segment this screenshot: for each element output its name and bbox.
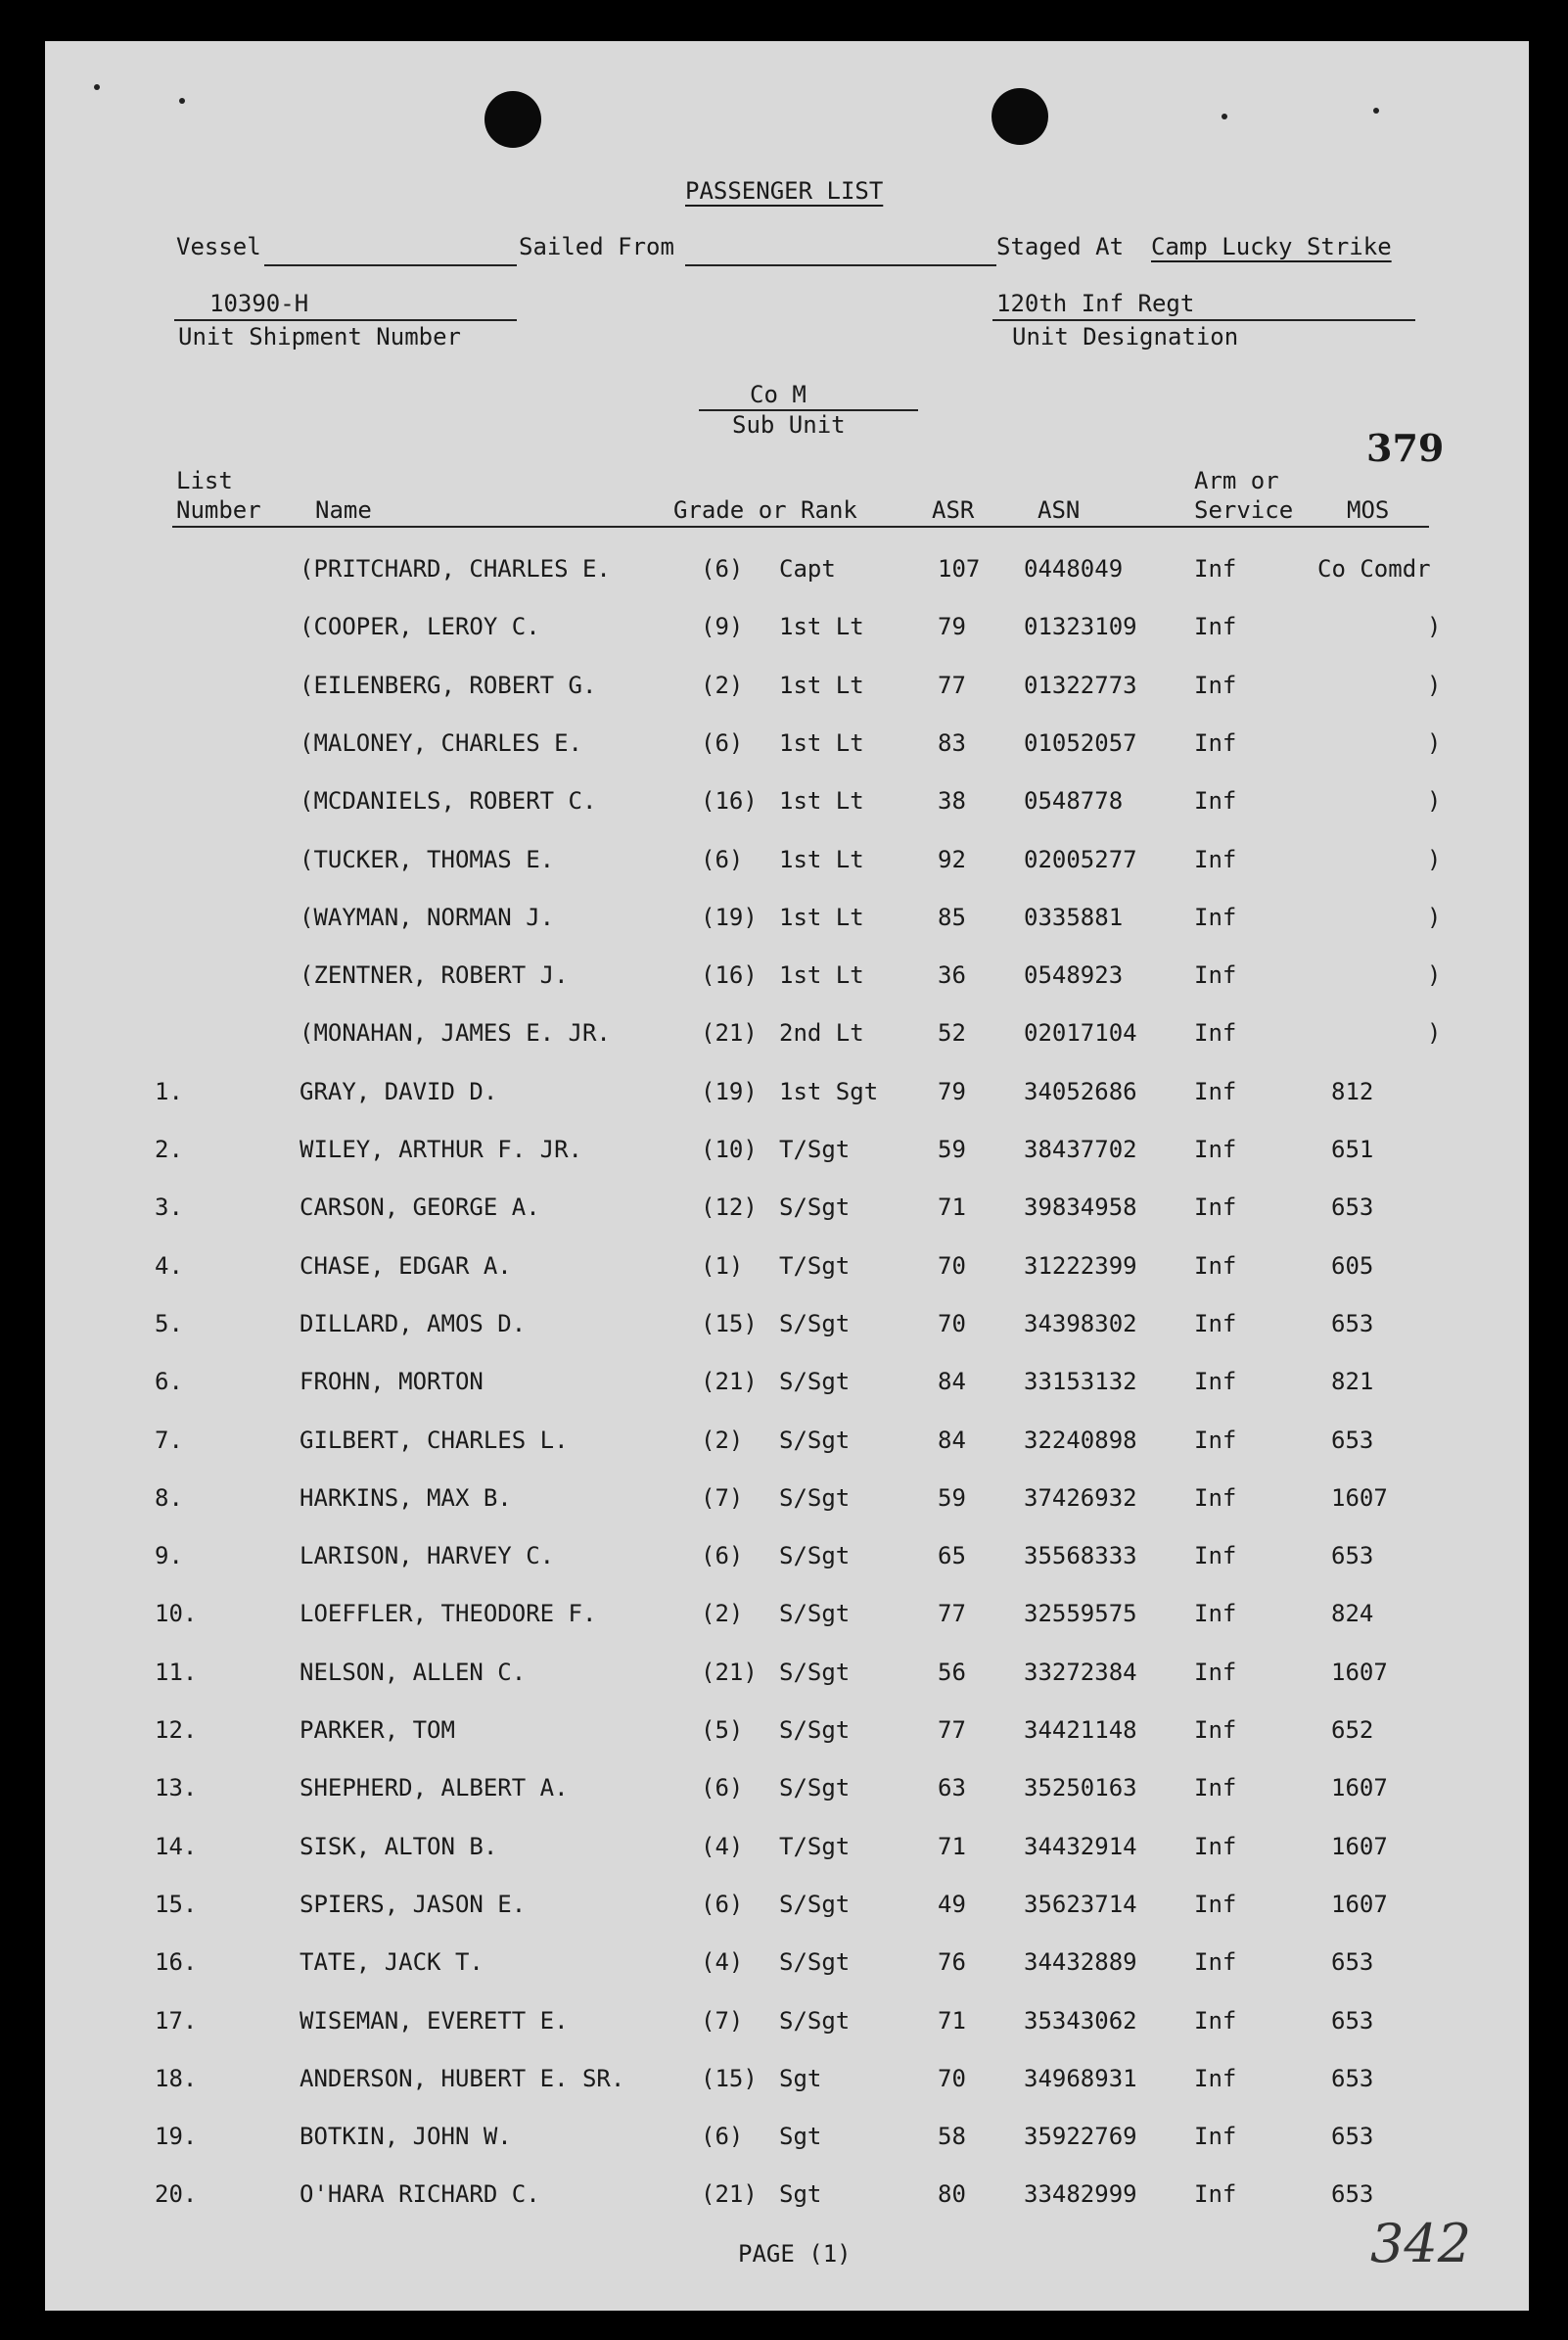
- cell-passenger-name: SISK, ALTON B.: [300, 1833, 498, 1860]
- cell-arm-service: Inf: [1194, 672, 1237, 699]
- cell-passenger-name: BOTKIN, JOHN W.: [300, 2123, 512, 2150]
- table-row: [0, 1598, 1568, 1629]
- table-row: [0, 1657, 1568, 1688]
- cell-rank: S/Sgt: [779, 1948, 851, 1976]
- vessel-label: Vessel: [176, 233, 261, 260]
- table-row: [0, 1889, 1568, 1920]
- cell-passenger-name: (MONAHAN, JAMES E. JR.: [300, 1019, 611, 1047]
- cell-grade: (21): [701, 1659, 758, 1686]
- cell-list-number: 3.: [155, 1193, 183, 1221]
- cell-arm-service: Inf: [1194, 1193, 1237, 1221]
- table-row: [0, 785, 1568, 817]
- cell-rank: S/Sgt: [779, 1542, 851, 1569]
- cell-asn: 33272384: [1024, 1659, 1137, 1686]
- table-row: [0, 2005, 1568, 2036]
- table-row: [0, 1076, 1568, 1107]
- table-row: [0, 1017, 1568, 1049]
- unit-designation-value: 120th Inf Regt: [996, 290, 1195, 317]
- cell-passenger-name: (COOPER, LEROY C.: [300, 613, 540, 640]
- cell-arm-service: Inf: [1194, 1774, 1237, 1802]
- cell-grade: (2): [701, 1600, 744, 1627]
- table-row: [0, 959, 1568, 991]
- col-list-line1: List: [176, 467, 233, 494]
- cell-mos: 1607: [1331, 1891, 1388, 1918]
- cell-rank: S/Sgt: [779, 2007, 851, 2035]
- cell-mos: 812: [1331, 1078, 1374, 1105]
- cell-grade: (10): [701, 1136, 758, 1163]
- handwritten-number: 342: [1370, 2213, 1472, 2274]
- cell-mos: ): [1427, 846, 1442, 873]
- cell-asr: 83: [938, 729, 966, 757]
- cell-grade: (16): [701, 961, 758, 989]
- cell-arm-service: Inf: [1194, 787, 1237, 815]
- cell-passenger-name: NELSON, ALLEN C.: [300, 1659, 527, 1686]
- cell-list-number: 4.: [155, 1252, 183, 1280]
- table-row: [0, 1134, 1568, 1165]
- cell-arm-service: Inf: [1194, 1368, 1237, 1395]
- cell-rank: 1st Sgt: [779, 1078, 879, 1105]
- staged-at-value: Camp Lucky Strike: [1151, 233, 1392, 260]
- cell-passenger-name: (PRITCHARD, CHARLES E.: [300, 555, 611, 583]
- cell-arm-service: Inf: [1194, 1659, 1237, 1686]
- cell-grade: (6): [701, 846, 744, 873]
- unit-designation-line: [992, 319, 1415, 321]
- cell-rank: T/Sgt: [779, 1252, 851, 1280]
- cell-grade: (16): [701, 787, 758, 815]
- col-mos: MOS: [1347, 496, 1390, 524]
- cell-asr: 92: [938, 846, 966, 873]
- table-row: [0, 727, 1568, 759]
- cell-mos: ): [1427, 961, 1442, 989]
- cell-mos: 653: [1331, 1193, 1374, 1221]
- cell-asr: 71: [938, 1833, 966, 1860]
- cell-asr: 84: [938, 1368, 966, 1395]
- cell-arm-service: Inf: [1194, 1833, 1237, 1860]
- cell-mos: ): [1427, 672, 1442, 699]
- cell-arm-service: Inf: [1194, 961, 1237, 989]
- cell-grade: (4): [701, 1833, 744, 1860]
- stamp-number: 379: [1366, 426, 1445, 470]
- table-row: [0, 670, 1568, 701]
- cell-rank: Sgt: [779, 2180, 822, 2208]
- speck: [1373, 108, 1379, 114]
- cell-grade: (5): [701, 1716, 744, 1744]
- cell-mos: 653: [1331, 2180, 1374, 2208]
- table-row: [0, 2178, 1568, 2210]
- cell-asr: 71: [938, 2007, 966, 2035]
- cell-grade: (19): [701, 904, 758, 931]
- cell-list-number: 19.: [155, 2123, 198, 2150]
- cell-asr: 59: [938, 1136, 966, 1163]
- cell-mos: ): [1427, 613, 1442, 640]
- cell-grade: (6): [701, 555, 744, 583]
- punch-hole-right: [992, 88, 1048, 145]
- cell-rank: S/Sgt: [779, 1193, 851, 1221]
- cell-asn: 32559575: [1024, 1600, 1137, 1627]
- cell-passenger-name: WILEY, ARTHUR F. JR.: [300, 1136, 582, 1163]
- unit-shipment-value: 10390-H: [209, 290, 309, 317]
- cell-mos: 1607: [1331, 1484, 1388, 1512]
- cell-asn: 37426932: [1024, 1484, 1137, 1512]
- page-number: PAGE (1): [738, 2240, 852, 2268]
- cell-asn: 34421148: [1024, 1716, 1137, 1744]
- cell-arm-service: Inf: [1194, 555, 1237, 583]
- cell-asr: 70: [938, 1252, 966, 1280]
- cell-passenger-name: (MCDANIELS, ROBERT C.: [300, 787, 597, 815]
- cell-rank: S/Sgt: [779, 1310, 851, 1337]
- cell-rank: 1st Lt: [779, 904, 864, 931]
- cell-passenger-name: (WAYMAN, NORMAN J.: [300, 904, 555, 931]
- table-row: [0, 1425, 1568, 1456]
- table-row: [0, 2063, 1568, 2094]
- cell-asr: 52: [938, 1019, 966, 1047]
- header-rule: [172, 526, 1429, 528]
- cell-asn: 35568333: [1024, 1542, 1137, 1569]
- cell-rank: 1st Lt: [779, 729, 864, 757]
- cell-asn: 35623714: [1024, 1891, 1137, 1918]
- cell-asr: 36: [938, 961, 966, 989]
- cell-asr: 70: [938, 2065, 966, 2092]
- table-row: [0, 611, 1568, 642]
- table-row: [0, 902, 1568, 933]
- cell-arm-service: Inf: [1194, 613, 1237, 640]
- table-row: [0, 1714, 1568, 1746]
- cell-list-number: 15.: [155, 1891, 198, 1918]
- cell-arm-service: Inf: [1194, 1600, 1237, 1627]
- cell-arm-service: Inf: [1194, 1891, 1237, 1918]
- cell-passenger-name: SHEPHERD, ALBERT A.: [300, 1774, 569, 1802]
- cell-list-number: 12.: [155, 1716, 198, 1744]
- cell-passenger-name: (TUCKER, THOMAS E.: [300, 846, 555, 873]
- cell-rank: S/Sgt: [779, 1659, 851, 1686]
- cell-list-number: 17.: [155, 2007, 198, 2035]
- table-row: [0, 1946, 1568, 1978]
- cell-grade: (21): [701, 1368, 758, 1395]
- col-name: Name: [315, 496, 372, 524]
- cell-list-number: 9.: [155, 1542, 183, 1569]
- cell-asn: 32240898: [1024, 1427, 1137, 1454]
- table-row: [0, 844, 1568, 875]
- col-asn: ASN: [1038, 496, 1081, 524]
- cell-rank: T/Sgt: [779, 1833, 851, 1860]
- cell-mos: 824: [1331, 1600, 1374, 1627]
- cell-asn: 0548923: [1024, 961, 1124, 989]
- cell-mos: 653: [1331, 1542, 1374, 1569]
- cell-list-number: 7.: [155, 1427, 183, 1454]
- cell-passenger-name: FROHN, MORTON: [300, 1368, 484, 1395]
- cell-grade: (12): [701, 1193, 758, 1221]
- cell-arm-service: Inf: [1194, 1252, 1237, 1280]
- cell-rank: S/Sgt: [779, 1891, 851, 1918]
- cell-asr: 49: [938, 1891, 966, 1918]
- cell-rank: S/Sgt: [779, 1368, 851, 1395]
- cell-asn: 02017104: [1024, 1019, 1137, 1047]
- cell-passenger-name: GILBERT, CHARLES L.: [300, 1427, 569, 1454]
- cell-passenger-name: (EILENBERG, ROBERT G.: [300, 672, 597, 699]
- cell-passenger-name: DILLARD, AMOS D.: [300, 1310, 527, 1337]
- unit-shipment-line: [174, 319, 517, 321]
- cell-grade: (21): [701, 2180, 758, 2208]
- document-title: PASSENGER LIST: [685, 177, 884, 205]
- cell-passenger-name: TATE, JACK T.: [300, 1948, 484, 1976]
- cell-passenger-name: (MALONEY, CHARLES E.: [300, 729, 582, 757]
- col-list-line2: Number: [176, 496, 261, 524]
- cell-list-number: 13.: [155, 1774, 198, 1802]
- cell-list-number: 8.: [155, 1484, 183, 1512]
- cell-grade: (6): [701, 729, 744, 757]
- cell-grade: (6): [701, 1774, 744, 1802]
- cell-mos: 1607: [1331, 1833, 1388, 1860]
- cell-asn: 0448049: [1024, 555, 1124, 583]
- cell-mos: 651: [1331, 1136, 1374, 1163]
- cell-grade: (7): [701, 1484, 744, 1512]
- cell-asr: 77: [938, 1716, 966, 1744]
- cell-passenger-name: WISEMAN, EVERETT E.: [300, 2007, 569, 2035]
- cell-passenger-name: O'HARA RICHARD C.: [300, 2180, 540, 2208]
- cell-asr: 77: [938, 672, 966, 699]
- cell-arm-service: Inf: [1194, 904, 1237, 931]
- table-row: [0, 1192, 1568, 1223]
- cell-asn: 35250163: [1024, 1774, 1137, 1802]
- cell-asr: 80: [938, 2180, 966, 2208]
- cell-grade: (6): [701, 2123, 744, 2150]
- cell-rank: S/Sgt: [779, 1484, 851, 1512]
- col-grade: Grade or Rank: [673, 496, 857, 524]
- cell-asn: 35343062: [1024, 2007, 1137, 2035]
- cell-grade: (15): [701, 1310, 758, 1337]
- cell-arm-service: Inf: [1194, 1019, 1237, 1047]
- cell-asn: 34398302: [1024, 1310, 1137, 1337]
- cell-arm-service: Inf: [1194, 2123, 1237, 2150]
- col-arm-line2: Service: [1194, 496, 1294, 524]
- cell-asn: 34052686: [1024, 1078, 1137, 1105]
- cell-grade: (6): [701, 1542, 744, 1569]
- cell-passenger-name: CARSON, GEORGE A.: [300, 1193, 540, 1221]
- cell-arm-service: Inf: [1194, 2065, 1237, 2092]
- cell-arm-service: Inf: [1194, 1310, 1237, 1337]
- cell-mos: Co Comdr: [1317, 555, 1431, 583]
- cell-passenger-name: GRAY, DAVID D.: [300, 1078, 498, 1105]
- cell-mos: 605: [1331, 1252, 1374, 1280]
- cell-rank: S/Sgt: [779, 1600, 851, 1627]
- cell-rank: 1st Lt: [779, 787, 864, 815]
- cell-grade: (21): [701, 1019, 758, 1047]
- cell-grade: (2): [701, 672, 744, 699]
- cell-rank: S/Sgt: [779, 1774, 851, 1802]
- cell-asn: 34968931: [1024, 2065, 1137, 2092]
- table-row: [0, 1772, 1568, 1803]
- cell-rank: Sgt: [779, 2065, 822, 2092]
- cell-rank: 1st Lt: [779, 613, 864, 640]
- speck: [179, 98, 185, 104]
- cell-rank: 1st Lt: [779, 846, 864, 873]
- punch-hole-left: [484, 91, 541, 148]
- cell-grade: (4): [701, 1948, 744, 1976]
- cell-arm-service: Inf: [1194, 2007, 1237, 2035]
- sub-unit-value: Co M: [750, 381, 807, 408]
- cell-rank: 1st Lt: [779, 961, 864, 989]
- cell-rank: S/Sgt: [779, 1427, 851, 1454]
- cell-rank: Capt: [779, 555, 836, 583]
- cell-arm-service: Inf: [1194, 1716, 1237, 1744]
- cell-rank: S/Sgt: [779, 1716, 851, 1744]
- table-row: [0, 2121, 1568, 2152]
- cell-passenger-name: (ZENTNER, ROBERT J.: [300, 961, 569, 989]
- cell-list-number: 1.: [155, 1078, 183, 1105]
- cell-arm-service: Inf: [1194, 2180, 1237, 2208]
- cell-list-number: 16.: [155, 1948, 198, 1976]
- table-row: [0, 1482, 1568, 1514]
- cell-asn: 33153132: [1024, 1368, 1137, 1395]
- cell-asr: 63: [938, 1774, 966, 1802]
- cell-arm-service: Inf: [1194, 1484, 1237, 1512]
- table-row: [0, 1250, 1568, 1282]
- unit-designation-label: Unit Designation: [1012, 323, 1239, 351]
- cell-rank: Sgt: [779, 2123, 822, 2150]
- cell-grade: (1): [701, 1252, 744, 1280]
- cell-mos: 653: [1331, 2123, 1374, 2150]
- cell-grade: (9): [701, 613, 744, 640]
- cell-asn: 38437702: [1024, 1136, 1137, 1163]
- cell-asr: 71: [938, 1193, 966, 1221]
- cell-asr: 77: [938, 1600, 966, 1627]
- cell-list-number: 2.: [155, 1136, 183, 1163]
- cell-mos: 653: [1331, 2007, 1374, 2035]
- cell-arm-service: Inf: [1194, 846, 1237, 873]
- vessel-line: [264, 264, 517, 266]
- cell-asn: 0335881: [1024, 904, 1124, 931]
- cell-asr: 84: [938, 1427, 966, 1454]
- cell-asn: 33482999: [1024, 2180, 1137, 2208]
- cell-grade: (19): [701, 1078, 758, 1105]
- unit-shipment-label: Unit Shipment Number: [178, 323, 461, 351]
- speck: [1222, 114, 1227, 119]
- cell-asr: 85: [938, 904, 966, 931]
- cell-mos: 1607: [1331, 1774, 1388, 1802]
- table-row: [0, 1540, 1568, 1571]
- cell-asr: 59: [938, 1484, 966, 1512]
- cell-asr: 70: [938, 1310, 966, 1337]
- cell-mos: ): [1427, 787, 1442, 815]
- cell-mos: ): [1427, 729, 1442, 757]
- cell-asn: 01323109: [1024, 613, 1137, 640]
- cell-mos: ): [1427, 1019, 1442, 1047]
- cell-asn: 0548778: [1024, 787, 1124, 815]
- cell-passenger-name: ANDERSON, HUBERT E. SR.: [300, 2065, 625, 2092]
- cell-asn: 35922769: [1024, 2123, 1137, 2150]
- cell-asn: 34432914: [1024, 1833, 1137, 1860]
- cell-asr: 76: [938, 1948, 966, 1976]
- cell-asr: 58: [938, 2123, 966, 2150]
- cell-arm-service: Inf: [1194, 1948, 1237, 1976]
- sub-unit-label: Sub Unit: [732, 411, 846, 439]
- cell-asr: 38: [938, 787, 966, 815]
- cell-rank: 2nd Lt: [779, 1019, 864, 1047]
- cell-list-number: 18.: [155, 2065, 198, 2092]
- cell-passenger-name: HARKINS, MAX B.: [300, 1484, 512, 1512]
- cell-grade: (6): [701, 1891, 744, 1918]
- staged-at-label: Staged At: [996, 233, 1125, 260]
- cell-asr: 56: [938, 1659, 966, 1686]
- cell-mos: 653: [1331, 1427, 1374, 1454]
- cell-passenger-name: LOEFFLER, THEODORE F.: [300, 1600, 597, 1627]
- cell-mos: 653: [1331, 2065, 1374, 2092]
- cell-arm-service: Inf: [1194, 1078, 1237, 1105]
- cell-arm-service: Inf: [1194, 729, 1237, 757]
- cell-mos: ): [1427, 904, 1442, 931]
- cell-asr: 65: [938, 1542, 966, 1569]
- cell-asr: 79: [938, 613, 966, 640]
- cell-rank: 1st Lt: [779, 672, 864, 699]
- cell-grade: (15): [701, 2065, 758, 2092]
- cell-asr: 79: [938, 1078, 966, 1105]
- table-row: [0, 1308, 1568, 1339]
- cell-list-number: 11.: [155, 1659, 198, 1686]
- cell-list-number: 14.: [155, 1833, 198, 1860]
- cell-passenger-name: CHASE, EDGAR A.: [300, 1252, 512, 1280]
- cell-list-number: 10.: [155, 1600, 198, 1627]
- cell-mos: 653: [1331, 1310, 1374, 1337]
- cell-list-number: 5.: [155, 1310, 183, 1337]
- cell-asn: 01052057: [1024, 729, 1137, 757]
- cell-mos: 1607: [1331, 1659, 1388, 1686]
- cell-asn: 01322773: [1024, 672, 1137, 699]
- cell-list-number: 20.: [155, 2180, 198, 2208]
- sailed-from-label: Sailed From: [519, 233, 674, 260]
- cell-mos: 652: [1331, 1716, 1374, 1744]
- speck: [94, 84, 100, 90]
- cell-rank: T/Sgt: [779, 1136, 851, 1163]
- cell-arm-service: Inf: [1194, 1136, 1237, 1163]
- cell-passenger-name: SPIERS, JASON E.: [300, 1891, 527, 1918]
- cell-asn: 02005277: [1024, 846, 1137, 873]
- cell-asr: 107: [938, 555, 981, 583]
- cell-arm-service: Inf: [1194, 1427, 1237, 1454]
- cell-asn: 34432889: [1024, 1948, 1137, 1976]
- cell-arm-service: Inf: [1194, 1542, 1237, 1569]
- table-row: [0, 1366, 1568, 1397]
- cell-mos: 821: [1331, 1368, 1374, 1395]
- cell-passenger-name: LARISON, HARVEY C.: [300, 1542, 555, 1569]
- cell-asn: 39834958: [1024, 1193, 1137, 1221]
- col-asr: ASR: [932, 496, 975, 524]
- table-row: [0, 553, 1568, 585]
- table-row: [0, 1831, 1568, 1862]
- sailed-from-line: [685, 264, 996, 266]
- cell-list-number: 6.: [155, 1368, 183, 1395]
- cell-grade: (2): [701, 1427, 744, 1454]
- cell-mos: 653: [1331, 1948, 1374, 1976]
- col-arm-line1: Arm or: [1194, 467, 1279, 494]
- cell-passenger-name: PARKER, TOM: [300, 1716, 455, 1744]
- cell-grade: (7): [701, 2007, 744, 2035]
- cell-asn: 31222399: [1024, 1252, 1137, 1280]
